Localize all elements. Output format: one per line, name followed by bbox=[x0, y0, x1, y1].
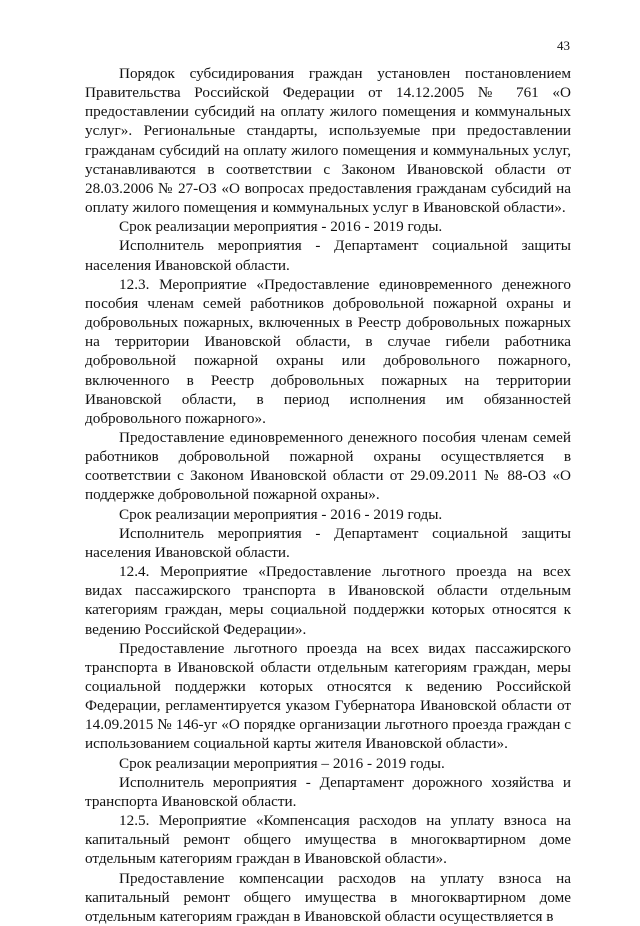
paragraph: 12.4. Мероприятие «Предоставление льготного проезда на всех видах пассажирского транспорта в Ивановской области отдельным категориям граждан, меры социальной поддержки которых относятся к ведению Российской Федерации». bbox=[85, 563, 571, 638]
page-number: 43 bbox=[557, 38, 570, 53]
paragraph: Порядок субсидирования граждан установлен постановлением Правительства Российской Федерации от 14.12.2005 № 761 «О предоставлении субсидий на оплату жилого помещения и коммунальных услуг». Региональные стандарты, используемые при предоставлении гражданам субсидий на оплату жилого помещения и коммунальных услуг, устанавливаются в соответствии с Законом Ивановской области от 28.03.2006 № 27-ОЗ «О вопросах предоставления гражданам субсидий на оплату жилого помещения и коммунальных услуг в Ивановской области». bbox=[85, 65, 571, 217]
paragraph: Срок реализации мероприятия - 2016 - 2019 годы. bbox=[119, 505, 443, 523]
paragraph: Исполнитель мероприятия - Департамент социальной защиты населения Ивановской области. bbox=[85, 524, 571, 561]
paragraph: Предоставление единовременного денежного пособия членам семей работников добровольной пожарной охраны осуществляется в соответствии с Законом Ивановской области от 29.09.2011 № 88-ОЗ «О поддержке добровольной пожарной охраны». bbox=[85, 428, 571, 504]
body-text bbox=[85, 64, 571, 926]
paragraph: Срок реализации мероприятия - 2016 - 2019 годы. bbox=[119, 218, 443, 236]
paragraph: 12.3. Мероприятие «Предоставление единовременного денежного пособия членам семей работников добровольной пожарной охраны и добровольных пожарных, включенных в Реестр добровольных пожарных на территории Ивановской области, в случае гибели работника добровольной пожарной охраны или добровольного пожарного, включенного в Реестр добровольных пожарных на территории Ивановской области, в период исполнения им обязанностей добровольного пожарного». bbox=[85, 275, 571, 427]
paragraph: 12.5. Мероприятие «Компенсация расходов на уплату взноса на капитальный ремонт общего имущества в многоквартирном доме отдельным категориям граждан в Ивановской области». bbox=[85, 812, 571, 868]
paragraph: Исполнитель мероприятия - Департамент дорожного хозяйства и транспорта Ивановской области. bbox=[85, 773, 571, 810]
paragraph: Срок реализации мероприятия – 2016 - 2019 годы. bbox=[119, 754, 445, 772]
paragraph: Предоставление льготного проезда на всех видах пассажирского транспорта в Ивановской области отдельным категориям граждан, меры социальной поддержки которых относятся к ведению Российской Федерации, регламентируется указом Губернатора Ивановской области от 14.09.2015 № 146-уг «О порядке организации льготного проезда граждан с использованием социальной карты жителя Ивановской области». bbox=[85, 639, 571, 753]
paragraph: Предоставление компенсации расходов на уплату взноса на капитальный ремонт общего имущества в многоквартирном доме отдельным категориям граждан в Ивановской области осуществляется в bbox=[85, 869, 571, 925]
paragraph: Исполнитель мероприятия - Департамент социальной защиты населения Ивановской области. bbox=[85, 237, 571, 274]
